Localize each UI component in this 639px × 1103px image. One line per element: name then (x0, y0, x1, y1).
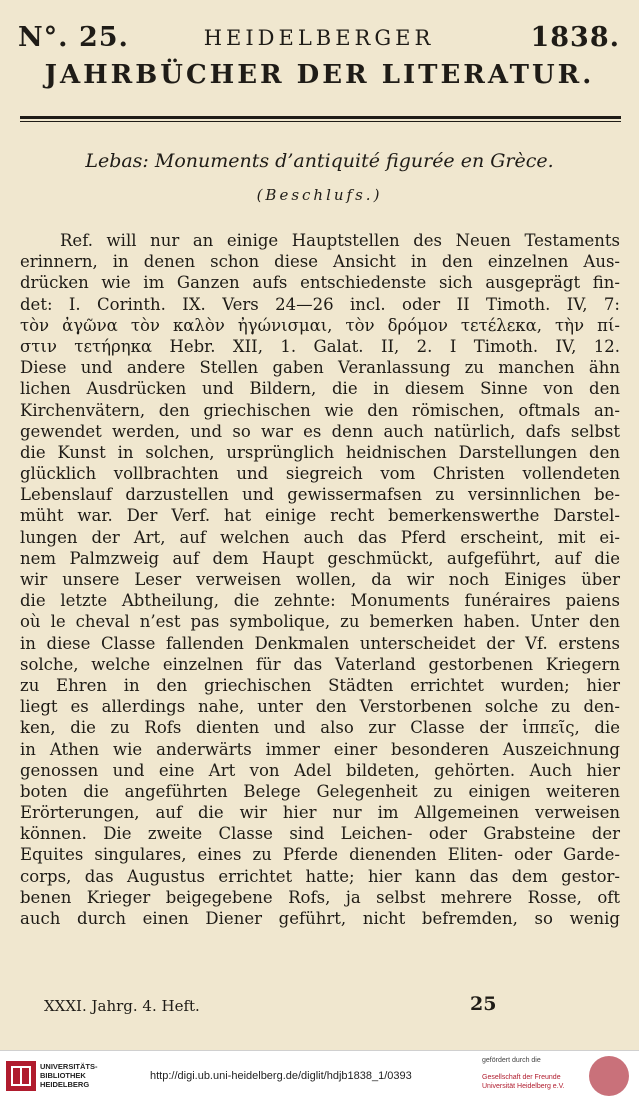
header-rule-thin (20, 121, 621, 122)
library-name: UNIVERSITÄTS- BIBLIOTHEK HEIDELBERG (40, 1062, 98, 1089)
issue-year: 1838. (530, 22, 620, 53)
library-logo-icon[interactable] (6, 1061, 36, 1091)
text-line: τὸν ἀγῶνα τὸν καλὸν ἠγώνισμαι, τὸν δρόμον τετέλεκα, τὴν πί- (20, 315, 620, 335)
text-line: boten die angeführten Belege Gelegenheit zu einigen weiteren (20, 781, 620, 801)
text-line: nem Palmzweig auf dem Haupt geschmückt, aufgeführt, auf die (20, 548, 620, 568)
text-line: solche, welche einzelnen für das Vaterland gestorbenen Kriegern (20, 654, 620, 674)
text-line: wir unsere Leser verweisen wollen, da wir noch Einiges über (20, 570, 620, 589)
text-line: Kirchenvätern, den griechischen wie den römischen, oftmals an- (20, 400, 620, 420)
article-body (20, 230, 620, 929)
text-line: ken, die zu Rofs dienten und also zur Classe der ἱππεῖς, die (20, 718, 620, 738)
journal-name: HEIDELBERGER (203, 26, 435, 50)
text-line: Diese und andere Stellen gaben Veranlassung zu manchen ähn (20, 358, 620, 378)
funded-by-label: gefördert durch die (482, 1057, 541, 1064)
text-line: στιν τετήρηκα Hebr. XII, 1. Galat. II, 2. I Timoth. IV, 12. (20, 336, 620, 356)
signature-line: XXXI. Jahrg. 4. Heft. (44, 997, 200, 1015)
university-seal-icon (589, 1056, 629, 1096)
text-line: Lebenslauf darzustellen und gewissermafsen zu versinnlichen be- (20, 485, 620, 505)
text-line: erinnern, in denen schon diese Ansicht in den einzelnen Aus- (20, 252, 620, 272)
permalink-url[interactable]: http://digi.ub.uni-heidelberg.de/diglit/hdjb1838_1/0393 (150, 1070, 412, 1082)
text-line: gewendet werden, und so war es denn auch natürlich, dafs selbst (20, 421, 620, 441)
article-subtitle: (Beschlufs.) (256, 186, 383, 204)
journal-title: JAHRBÜCHER DER LITERATUR. (44, 60, 595, 90)
header-rule (20, 116, 621, 119)
text-line: lichen Ausdrücken und Bildern, die in diesem Sinne von den (20, 379, 620, 399)
text-line: Equites singulares, eines zu Pferde dienenden Eliten- oder Garde- (20, 845, 620, 865)
text-line: drücken wie im Ganzen aufs entschiedenste sich ausgeprägt fin- (20, 273, 620, 293)
text-line: Ref. will nur an einige Hauptstellen des Neuen Testaments (60, 231, 620, 250)
text-line: die Kunst in solchen, ursprünglich heidnischen Darstellungen den (20, 442, 620, 462)
running-header (18, 22, 620, 56)
issue-number: N°. 25. (18, 22, 129, 53)
text-line: glücklich vollbrachten und siegreich vom Christen vollendeten (20, 464, 620, 484)
article-title: Lebas: Monuments d’antiquité figurée en Grèce. (85, 150, 554, 172)
text-line: in diese Classe fallenden Denkmalen unterscheidet der Vf. erstens (20, 633, 620, 653)
text-line: zu Ehren in den griechischen Städten errichtet wurden; hier (20, 675, 620, 695)
text-line: benen Krieger beigegebene Rofs, ja selbst mehrere Rosse, oft (20, 887, 620, 907)
page-number: 25 (470, 993, 497, 1015)
viewer-footer-bar (0, 1050, 639, 1103)
text-line: corps, das Augustus errichtet hatte; hier kann das dem gestor- (20, 866, 620, 886)
text-line: Erörterungen, auf die wir hier nur im Allgemeinen verweisen (20, 803, 620, 823)
text-line: où le cheval n’est pas symbolique, zu bemerken haben. Unter den (20, 612, 620, 632)
text-line: müht war. Der Verf. hat einige recht bemerkenswerthe Darstel- (20, 506, 620, 526)
text-line: liegt es allerdings nahe, unter den Verstorbenen solche zu den- (20, 697, 620, 717)
text-line: die letzte Abtheilung, die zehnte: Monuments funéraires paiens (20, 591, 620, 611)
text-line: genossen und eine Art von Adel bildeten, gehörten. Auch hier (20, 760, 620, 780)
text-line: können. Die zweite Classe sind Leichen- oder Grabsteine der (20, 824, 620, 844)
text-line: det: I. Corinth. IX. Vers 24—26 incl. oder II Timoth. IV, 7: (20, 294, 620, 314)
text-line: auch durch einen Diener geführt, nicht befremden, so wenig (20, 909, 620, 928)
funder-name[interactable]: Gesellschaft der Freunde Universität Heidelberg e.V. (482, 1074, 565, 1090)
text-line: lungen der Art, auf welchen auch das Pferd erscheint, mit ei- (20, 527, 620, 547)
text-line: in Athen wie anderwärts immer einer besonderen Auszeichnung (20, 739, 620, 759)
